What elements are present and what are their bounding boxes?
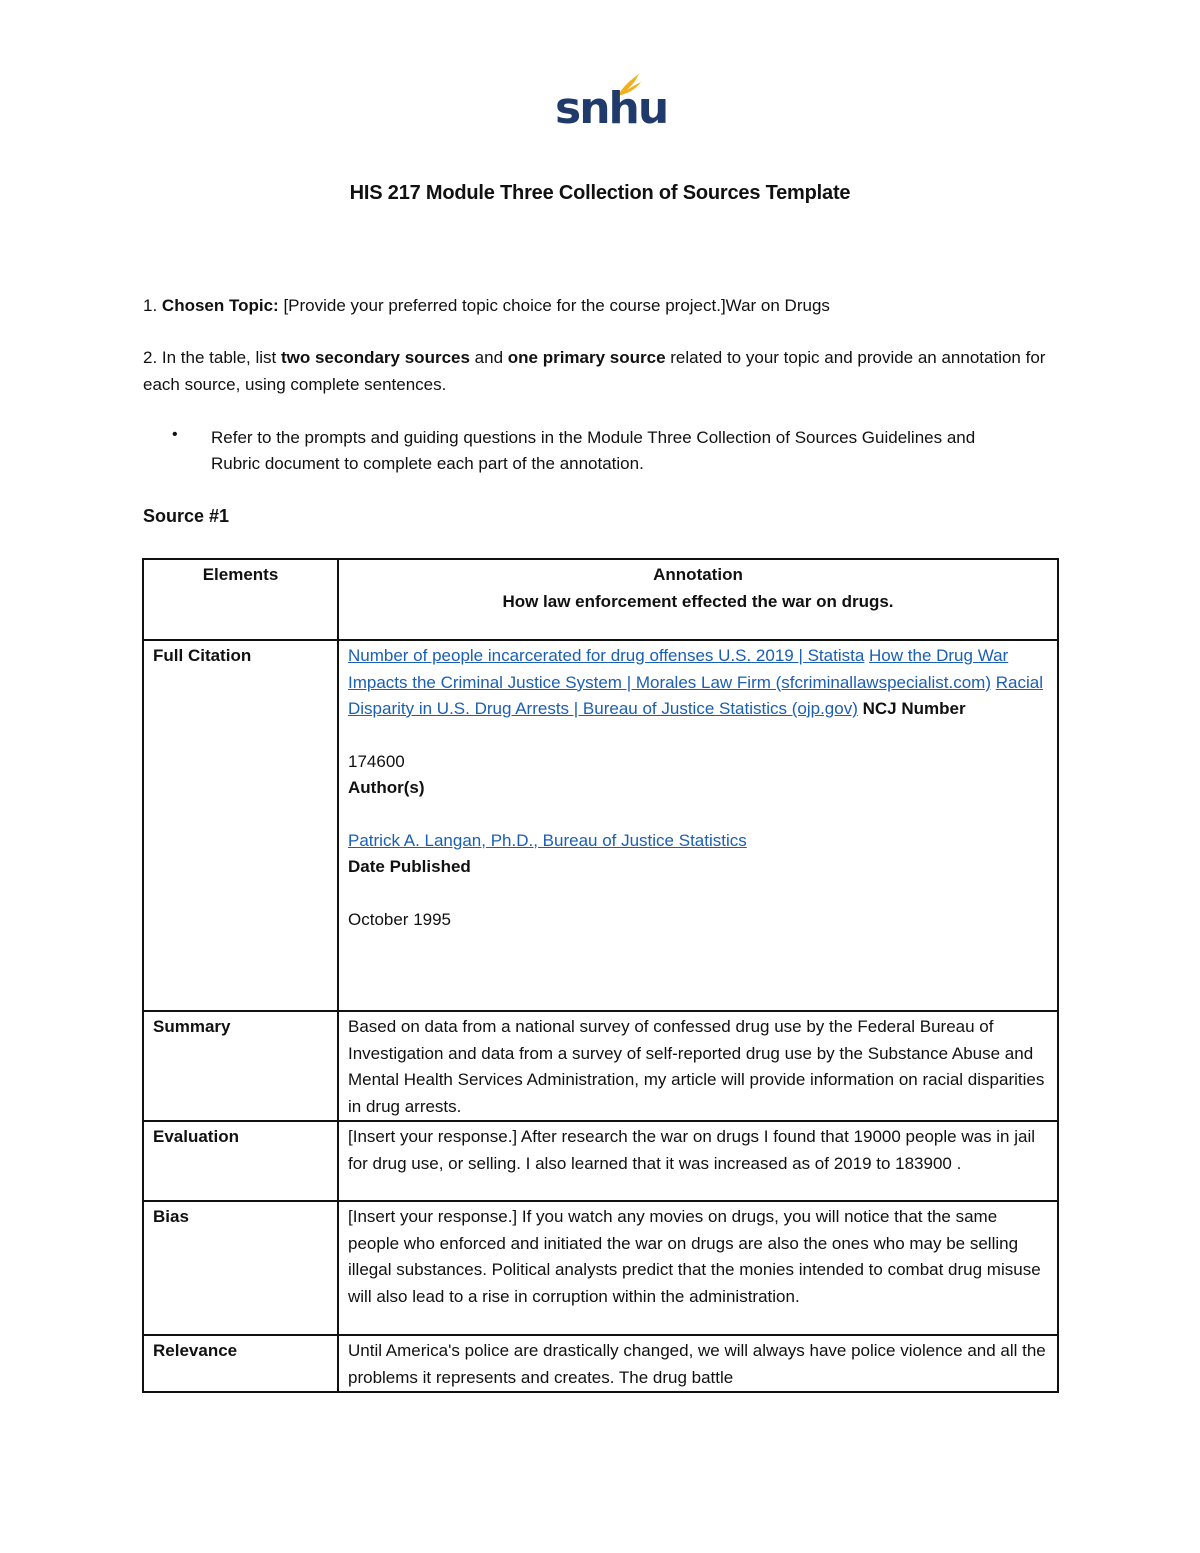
header-annotation-title: Annotation — [653, 565, 743, 584]
row-label-full-citation: Full Citation — [143, 640, 338, 1011]
instruction-suffix: related to your topic and provide an annotation for each source, using complete sentences. — [143, 348, 1046, 394]
table-row — [143, 1201, 1058, 1335]
page-title: HIS 217 Module Three Collection of Sources Template — [349, 182, 851, 204]
evaluation-text: [Insert your response.] After research the war on drugs I found that 19000 people was in jail for drug use, or selling. I also learned that it was increased as of 2019 to 183900 . — [338, 1121, 1058, 1201]
author-label: Author(s) — [348, 778, 425, 797]
bullet-text: Refer to the prompts and guiding questions in the Module Three Collection of Sources Guidelines and Rubric document to complete each part of the annotation. — [211, 428, 976, 473]
chosen-topic-line — [143, 292, 1063, 319]
table-header-row — [143, 559, 1058, 640]
instruction-paragraph — [143, 344, 1063, 398]
header-annotation — [338, 559, 1058, 640]
citation-link-statista[interactable]: Number of people incarcerated for drug offenses U.S. 2019 | Statista — [348, 646, 865, 665]
date-value: October 1995 — [348, 909, 452, 929]
ncj-value: 174600 — [348, 751, 405, 771]
table-row — [143, 1335, 1058, 1392]
header-annotation-subtitle: How law enforcement effected the war on drugs. — [502, 591, 894, 611]
table-row — [143, 1011, 1058, 1121]
logo-wordmark: snhu — [555, 83, 668, 134]
instruction-bold-secondary: two secondary sources — [280, 348, 470, 367]
source-heading: Source #1 — [143, 506, 230, 526]
author-link[interactable]: Patrick A. Langan, Ph.D., Bureau of Justice Statistics — [348, 830, 747, 850]
instruction-prefix: 2. In the table, list — [143, 348, 281, 367]
table-row — [143, 1121, 1058, 1201]
table-row — [143, 640, 1058, 1011]
row-label-bias: Bias — [143, 1201, 338, 1335]
citation-link-morales[interactable]: How the Drug War Impacts the Criminal Justice System | Morales Law Firm (sfcriminallawspecialist.com) — [348, 646, 1009, 692]
bias-text: [Insert your response.] If you watch any movies on drugs, you will notice that the same people who enforced and initiated the war on drugs are also the ones who may be selling illegal substances. Political analysts predict that the monies intended to combat drug misuse will also lead to a rise in corruption within the administration. — [338, 1201, 1058, 1335]
header-elements: Elements — [143, 559, 338, 640]
full-citation-cell — [338, 640, 1058, 1011]
summary-text: Based on data from a national survey of confessed drug use by the Federal Bureau of Investigation and data from a survey of self-reported drug use by the Substance Abuse and Mental Health Services Administration, my article will provide information on racial disparities in drug arrests. — [338, 1011, 1058, 1121]
instruction-mid: and — [469, 348, 508, 367]
row-label-evaluation: Evaluation — [143, 1121, 338, 1201]
date-label: Date Published — [348, 857, 471, 876]
relevance-text: Until America's police are drastically changed, we will always have police violence and all the problems it represents and creates. The drug battle — [338, 1335, 1058, 1392]
instruction-bold-primary: one primary source — [507, 348, 666, 367]
item-number: 1. — [143, 296, 158, 315]
chosen-topic-label: Chosen Topic: — [161, 296, 279, 315]
snhu-logo — [555, 72, 668, 134]
row-label-summary: Summary — [143, 1011, 338, 1121]
ncj-label: NCJ Number — [862, 699, 966, 718]
chosen-topic-text: [Provide your preferred topic choice for the course project.]War on Drugs — [283, 296, 830, 315]
source-table — [142, 558, 1059, 1393]
row-label-relevance: Relevance — [143, 1335, 338, 1392]
citation-link-bjs[interactable]: Racial Disparity in U.S. Drug Arrests | Bureau of Justice Statistics (ojp.gov) — [348, 672, 1043, 718]
bullet-icon: • — [172, 426, 178, 443]
